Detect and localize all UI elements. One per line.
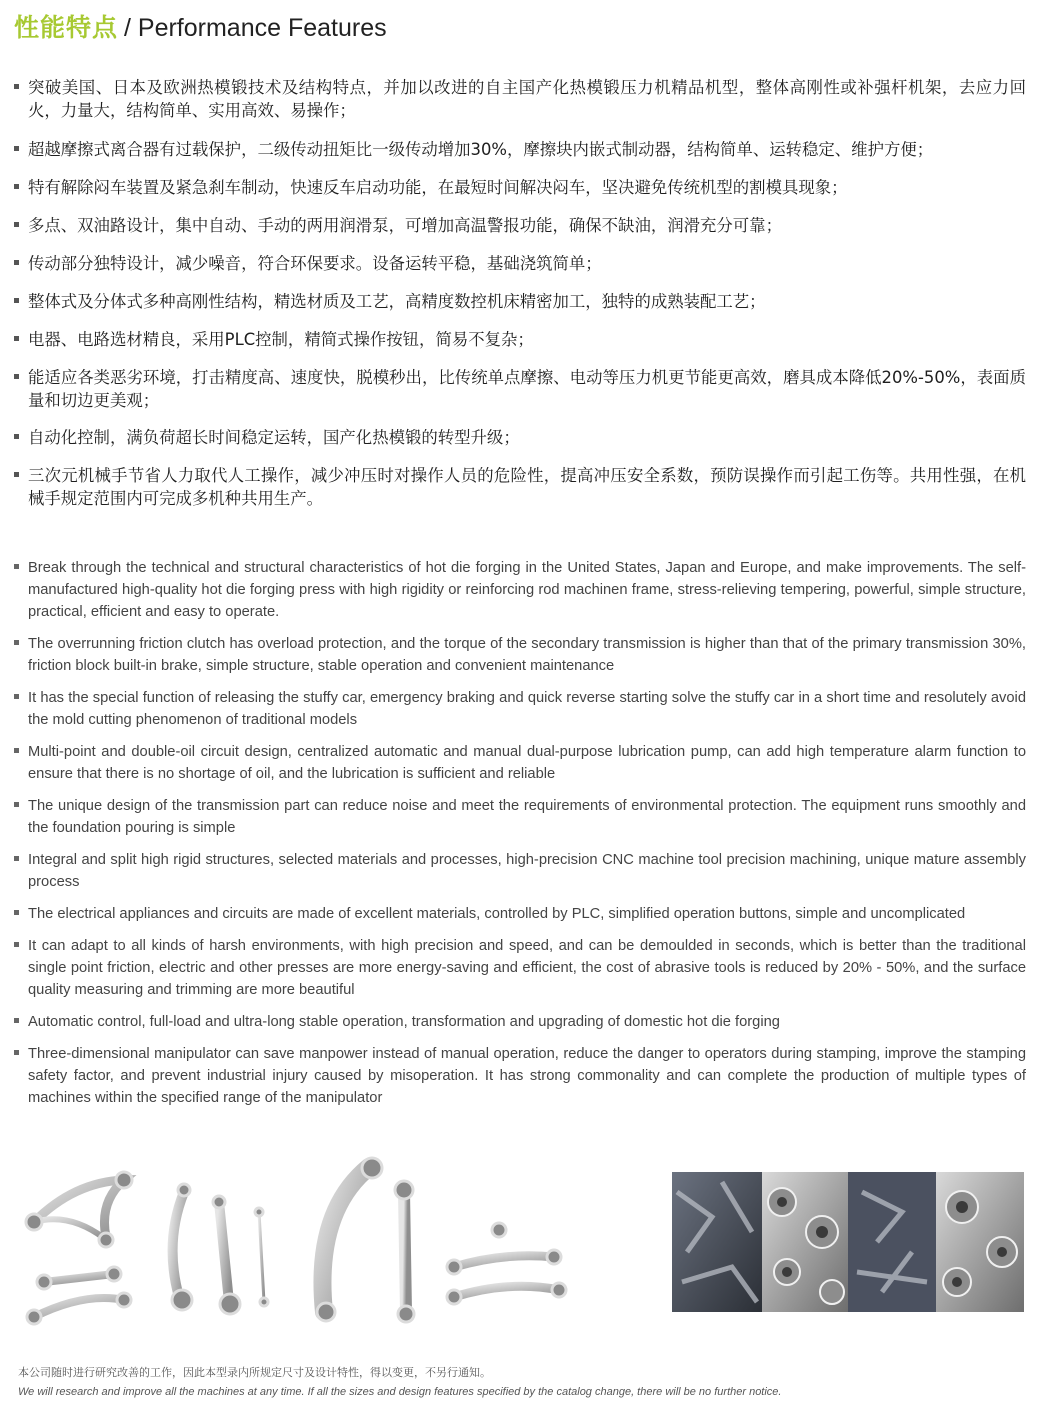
feature-cn-item: 特有解除闷车装置及紧急刹车制动，快速反车启动功能，在最短时间解决闷车，坚决避免传统机型的割模具现象； [14, 176, 1026, 199]
features-list-en [14, 557, 1026, 1109]
feature-en-item: The electrical appliances and circuits are made of excellent materials, controlled by PLC, simplified operation buttons, simple and uncomplicated [14, 903, 1026, 925]
forged-metal-pile-photo [672, 1172, 1024, 1312]
feature-cn-item: 能适应各类恶劣环境，打击精度高、速度快，脱模秒出，比传统单点摩擦、电动等压力机更节能更高效，磨具成本降低20%-50%，表面质量和切边更美观； [14, 366, 1026, 412]
feature-en-item: Automatic control, full-load and ultra-long stable operation, transformation and upgrading of domestic hot die forging [14, 1011, 1026, 1033]
feature-en-item: Three-dimensional manipulator can save manpower instead of manual operation, reduce the danger to operators during stamping, improve the stamping safety factor, and prevent industrial injury caused by misoperation. It has strong commonality and can complete the production of multiple types of machines within the specified range of the manipulator [14, 1043, 1026, 1109]
forged-parts-photo [14, 1152, 574, 1332]
feature-cn-item: 整体式及分体式多种高刚性结构，精选材质及工艺，高精度数控机床精密加工，独特的成熟装配工艺； [14, 290, 1026, 313]
feature-cn-item: 电器、电路选材精良，采用PLC控制，精简式操作按钮，简易不复杂； [14, 328, 1026, 351]
feature-en-item: It can adapt to all kinds of harsh environments, with high precision and speed, and can be demoulded in seconds, which is better than the traditional single point friction, electric and other presses are more energy-saving and efficient, the cost of abrasive tools is reduced by 20% - 50%, and the surface quality measuring and trimming are more beautiful [14, 935, 1026, 1001]
feature-cn-item: 突破美国、日本及欧洲热模锻技术及结构特点，并加以改进的自主国产化热模锻压力机精品机型，整体高刚性或补强杆机架，去应力回火，力量大，结构简单、实用高效、易操作； [14, 76, 1026, 122]
feature-en-item: Multi-point and double-oil circuit design, centralized automatic and manual dual-purpose lubrication pump, can add high temperature alarm function to ensure that there is no shortage of oil, and the lubrication is sufficient and reliable [14, 741, 1026, 785]
feature-cn-item: 超越摩擦式离合器有过载保护，二级传动扭矩比一级传动增加30%，摩擦块内嵌式制动器，结构简单、运转稳定、维护方便； [14, 138, 1026, 161]
feature-cn-item: 自动化控制，满负荷超长时间稳定运转，国产化热模锻的转型升级； [14, 426, 1026, 449]
feature-en-item: Break through the technical and structural characteristics of hot die forging in the United States, Japan and Europe, and make improvements. The self-manufactured high-quality hot die forging press with high rigidity or reinforcing rod machinen frame, stress-relieving tempering, powerful, simple structure, practical, efficient and easy to operate. [14, 557, 1026, 623]
disclaimer-cn: 本公司随时进行研究改善的工作，因此本型录内所规定尺寸及设计特性，得以变更，不另行通知。 [18, 1366, 491, 1379]
page-title-en: / Performance Features [124, 14, 387, 42]
feature-en-item: Integral and split high rigid structures, selected materials and processes, high-precision CNC machine tool precision machining, unique mature assembly process [14, 849, 1026, 893]
page-title-cn: 性能特点 [14, 13, 119, 42]
features-list-cn [14, 76, 1026, 510]
feature-cn-item: 传动部分独特设计，减少噪音，符合环保要求。设备运转平稳，基础浇筑简单； [14, 252, 1026, 275]
feature-cn-item: 三次元机械手节省人力取代人工操作，减少冲压时对操作人员的危险性，提高冲压安全系数，预防误操作而引起工伤等。共用性强，在机械手规定范围内可完成多机种共用生产。 [14, 464, 1026, 510]
feature-en-item: The unique design of the transmission part can reduce noise and meet the requirements of environmental protection. The equipment runs smoothly and the foundation pouring is simple [14, 795, 1026, 839]
disclaimer-en: We will research and improve all the machines at any time. If all the sizes and design features specified by the catalog change, there will be no further notice. [18, 1386, 782, 1398]
feature-en-item: The overrunning friction clutch has overload protection, and the torque of the secondary transmission is higher than that of the primary transmission 30%, friction block built-in brake, simple structure, stable operation and convenient maintenance [14, 633, 1026, 677]
feature-en-item: It has the special function of releasing the stuffy car, emergency braking and quick reverse starting solve the stuffy car in a short time and resolutely avoid the mold cutting phenomenon of traditional models [14, 687, 1026, 731]
page-header [14, 8, 387, 44]
feature-cn-item: 多点、双油路设计，集中自动、手动的两用润滑泵，可增加高温警报功能，确保不缺油，润滑充分可靠； [14, 214, 1026, 237]
